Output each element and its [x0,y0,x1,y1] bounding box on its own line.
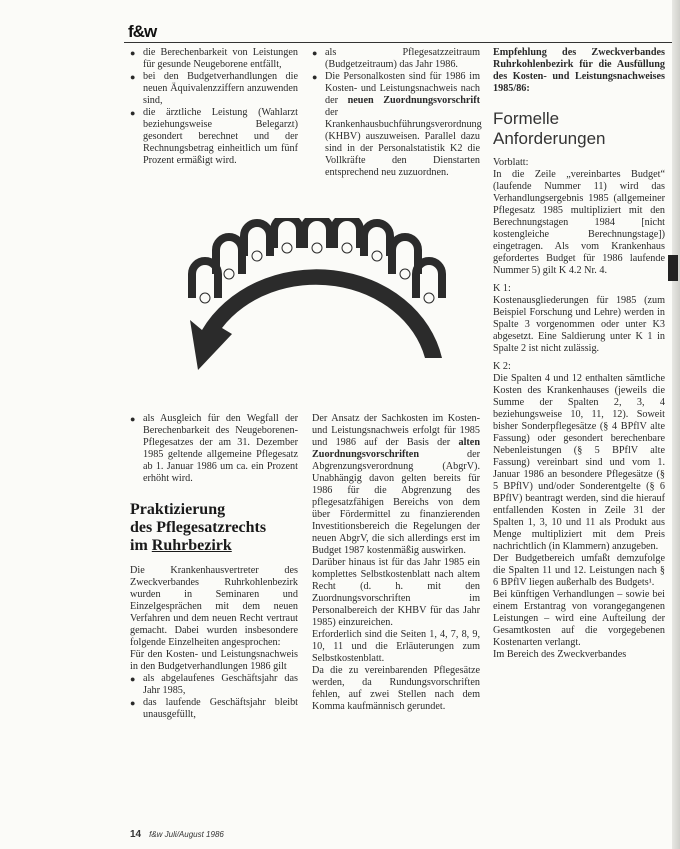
bullet-item: ● als Ausgleich für den Wegfall der Berechenbarkeit des Neugeborenen-Pflegesatzes der am 31. Dezember 1985 geltende allgemeine Pflegesatz ab 1. Januar 1986 um ca. ein Prozent erhöht wird. [130,413,298,485]
bold-term: alten Zuordnungsvorschriften [312,437,480,460]
paragraph: Der Budgetbereich umfaßt demzufolge die Spalten 11 und 12. Leistungen nach § 6 BPflV liegen außerhalb des Budgets¹. [493,553,665,588]
column-3 [493,47,665,661]
bullet-text: Die Personalkosten sind für 1986 im Kosten- und Leistungsnachweis nach der [325,71,480,106]
page-edge-shadow [672,0,680,849]
bullet-item: ● als abgelaufenes Geschäftsjahr das Jahr 1985, [130,673,298,697]
paragraph: Da die zu vereinbarenden Pflegesätze werden, da Rundungsvorschriften fehlen, auf zwei Stellen nach dem Komma kaufmännisch gerundet. [312,665,480,712]
paragraph: Kostenausgliederungen für 1985 (zum Beispiel Forschung und Lehre) werden in Spalte 3 vorgenommen oder unter K3 abgesetzt. Eine Saldierung unter K 1 in Spalte 2 ist nicht zulässig. [493,295,665,354]
bullet-item [312,71,480,179]
arch-shape [216,237,242,274]
section-heading: Praktizierung des Pflegesatzrechts im Ruhrbezirk [130,501,267,554]
paragraph: In die Zeile „vereinbartes Budget“ (laufende Nummer 11) wird das Verhandlungsergebnis 1985 (allgemeiner Pflegesatz 1985 multipliziert mit den Berechnungstagen 1984 [nicht kostengleiche Berechnungstage]) eingetragen. Als vom Krankenhaus gefordertes Budget für 1986 laufende Nummer 5) gilt K 4.2 Nr. 4. [493,169,665,276]
intro-heading: Empfehlung des Zweckverbandes Ruhrkohlenbezirk für die Ausfüllung des Kosten- und Leistungsnachweises 1985/86: [493,47,665,94]
paragraph: Darüber hinaus ist für das Jahr 1985 ein komplettes Selbstkostenblatt nach altem Recht (d. h. mit den Zuordnungsvorschriften im Personalbereich der KHBV für das Jahr 1985) einzureichen. [312,557,480,628]
paragraph: Für den Kosten- und Leistungsnachweis in den Budgetverhandlungen 1986 gilt [130,649,298,672]
arch-arrow-graphic [180,218,450,400]
magazine-logo: f&w [128,22,157,41]
column-2-bottom [312,413,480,713]
issue-label: f&w Juli/August 1986 [149,830,224,839]
page-footer [130,829,224,840]
column-1-top [130,47,298,167]
page-number: 14 [130,829,142,840]
arch-shape [416,261,442,298]
paragraph: Der Ansatz der Sachkosten im Kosten- und Leistungsnachweis erfolgt für 1985 und 1986 auf der Basis der alten Zuordnungsvorschriften der Abgrenzungsverordnung (AbgrV). Unabhängig davon gelten bereits für 1986 für die Abgrenzung des pflegesatzfähigen Bereichs von dem über Fördermittel zu finanzierenden Investitionsbereich die Regelungen der neuen AbgrV, die sich allerdings erst im Budget 1987 kostenmäßig auswirken. [312,413,480,556]
bullet-item: ● das laufende Geschäftsjahr bleibt unausgefüllt, [130,697,298,721]
bold-term: neuen Zuordnungsvorschrift [347,95,481,106]
bullet-item: ● die Berechenbarkeit von Leistungen für gesunde Neugeborene entfällt, [130,47,298,71]
paragraph: Im Bereich des Zweckverbandes [493,649,627,660]
paragraph: Die Spalten 4 und 12 enthalten sämtliche Kosten des Krankenhauses (jeweils die Summe der Spalten 2, 3, 4 beziehungsweise 10, 11, 12). Soweit bisher Sonderpflegesätze (§ 4 BPflV alte Fassung) oder gesondert berechenbare Nebenleistungen (§ 5 BPflV alte Fassung) vereinbart sind und vom 1. Januar 1986 an besondere Pflegesätze (§ 5 BPflV) und/oder Sonderentgelte (§ 6 BPflV) beantragt werden, sind die hierauf entfallenden Kosten in Zeile 31 der Spalten 1, 3, 10 und 11 als Produkt aus Menge multipliziert mit dem Preis nachrichtlich (in Klammern) anzugeben. [493,373,665,552]
bullet-text: der Krankenhausbuchführungsverordnung (KHBV) auszuweisen. Parallel dazu sind in der Personalstatistik K2 die Vollkräfte den Dienstarten entsprechend neu zuzuordnen. [325,107,482,178]
bullet-item: ● die ärztliche Leistung (Wahlarzt beziehungsweise Belegarzt) gesondert berechnet und der Rechnungsbetrag einheitlich um fünf Prozent ermäßigt wird. [130,107,298,167]
section-label: K 2: [493,361,511,372]
binder-clip [668,255,678,281]
paragraph: Erforderlich sind die Seiten 1, 4, 7, 8, 9, 10, 11 und die Erläuterungen zum Selbstkostenblatt. [312,629,480,664]
header-rule [124,42,672,43]
curved-arrow-shape [190,269,442,370]
column-1-bottom [130,413,298,721]
section-label: K 1: [493,283,511,294]
paragraph: Bei künftigen Verhandlungen – sowie bei einem Erstantrag von vorangegangenen Leistungen – wird eine Aufteilung der Gesamtkosten auf die vorgegebenen Kostenarten verlangt. [493,589,665,648]
section-label: Vorblatt: [493,157,529,168]
paragraph: Die Krankenhausvertreter des Zweckverbandes Ruhrkohlenbezirk wurden in Seminaren und Einzelgesprächen mit dem neuen Verfahren und dem neuen Recht vertraut gemacht. Dabei wurden insbesondere folgende Einzelheiten angesprochen: [130,565,298,648]
section-title: Formelle Anforderungen [493,109,606,148]
column-2-top [312,47,480,179]
bullet-item: ● als Pflegesatzzeitraum (Budgetzeitraum) das Jahr 1986. [312,47,480,71]
bullet-item: ● bei den Budgetverhandlungen die neuen Äquivalenzziffern anzuwenden sind, [130,71,298,107]
